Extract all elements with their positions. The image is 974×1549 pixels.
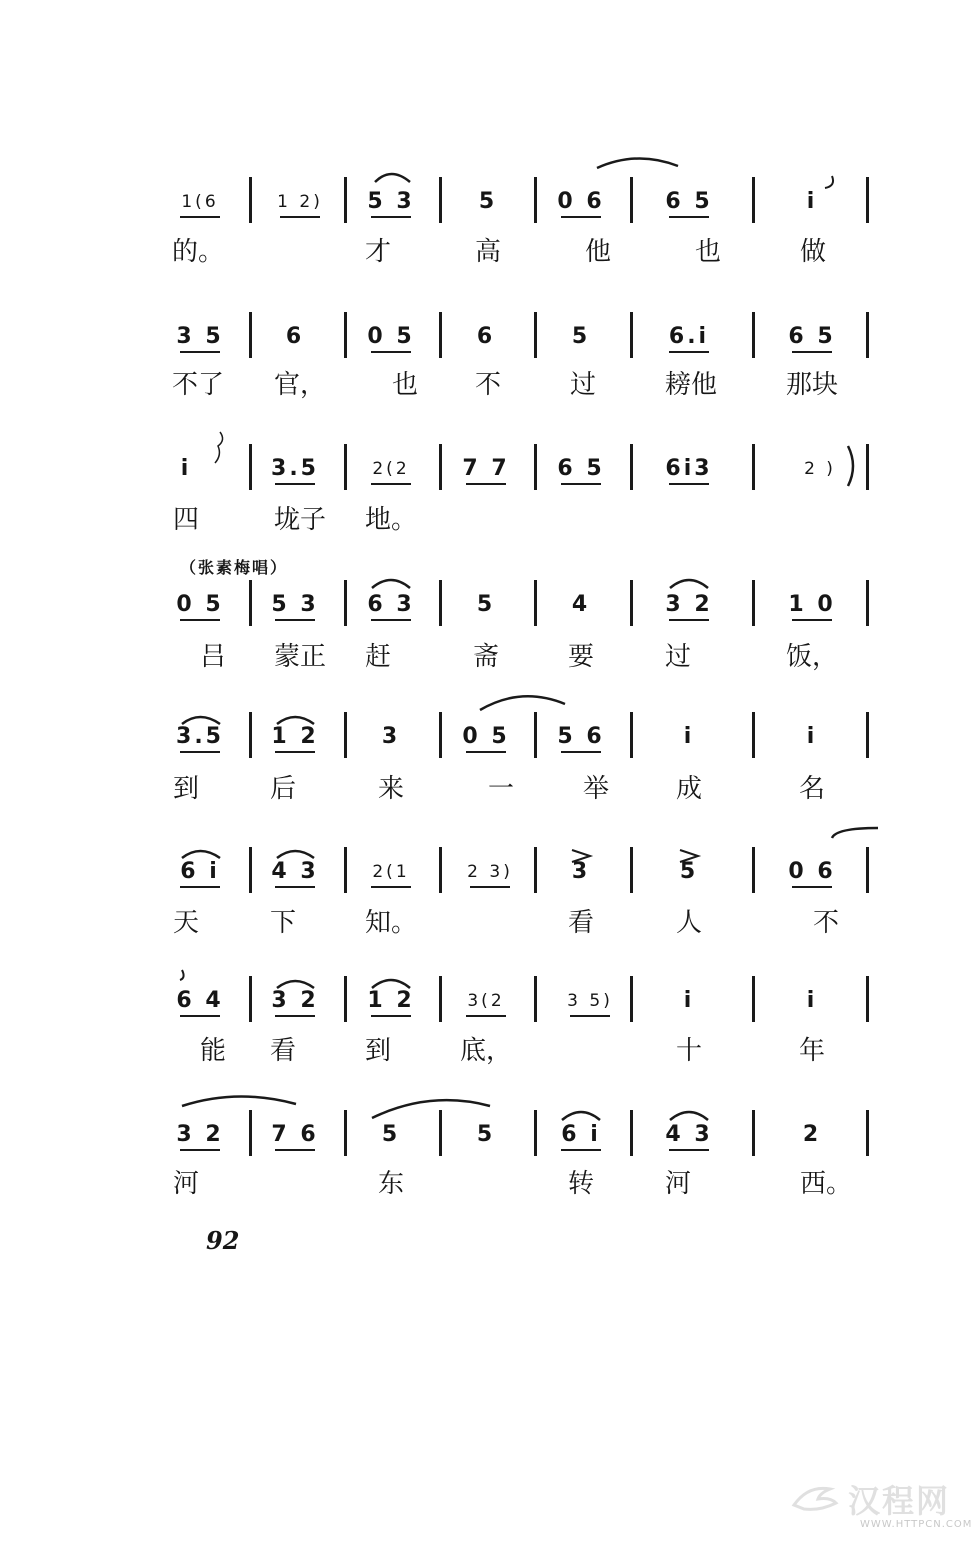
watermark-logo xyxy=(790,1476,950,1522)
lyric-text: 成 xyxy=(675,774,703,804)
barline xyxy=(249,847,252,893)
note-group: i xyxy=(683,724,695,749)
beat-underline xyxy=(371,351,411,353)
barline xyxy=(752,580,755,626)
barline xyxy=(630,312,633,358)
barline xyxy=(752,976,755,1022)
note-group: 5 xyxy=(381,1122,401,1147)
note-group: 5 xyxy=(476,1122,496,1147)
note-group: 5 xyxy=(571,324,591,349)
beat-underline xyxy=(792,619,832,621)
beat-underline xyxy=(275,619,315,621)
lyric-text: 也 xyxy=(391,370,419,400)
note-group: i xyxy=(806,988,818,1013)
beat-underline xyxy=(180,216,220,218)
note-group: 0 5 xyxy=(176,592,224,617)
lyric-text: 过 xyxy=(569,370,597,400)
beat-underline xyxy=(275,1015,315,1017)
beat-underline xyxy=(371,619,411,621)
lyric-text: 过 xyxy=(664,642,692,672)
beat-underline xyxy=(280,216,320,218)
barline xyxy=(249,312,252,358)
barline xyxy=(249,177,252,223)
barline xyxy=(249,712,252,758)
note-group: 1 2) xyxy=(277,192,323,212)
note-group: 0 6 xyxy=(557,189,605,214)
lyric-text: 西。 xyxy=(799,1169,853,1199)
barline xyxy=(534,976,537,1022)
beat-underline xyxy=(180,619,220,621)
lyric-text: 看 xyxy=(269,1036,297,1066)
lyric-text: 他 xyxy=(584,237,612,267)
barline xyxy=(439,312,442,358)
lyric-text: 才 xyxy=(364,237,392,267)
note-group: 2 ) xyxy=(804,459,836,479)
barline xyxy=(534,847,537,893)
barline xyxy=(752,312,755,358)
beat-underline xyxy=(371,483,411,485)
lyric-text: 来 xyxy=(377,774,405,804)
beat-underline xyxy=(792,886,832,888)
note-group: 6 5 xyxy=(557,456,605,481)
note-group: 6 i xyxy=(180,859,220,884)
lyric-text: 做 xyxy=(799,237,827,267)
barline xyxy=(866,312,869,358)
lyric-text: 地。 xyxy=(364,505,418,535)
lyric-text: 蒙正 xyxy=(273,642,327,672)
barline xyxy=(534,177,537,223)
barline xyxy=(630,847,633,893)
note-group: 3(2 xyxy=(467,991,505,1011)
barline xyxy=(439,444,442,490)
barline xyxy=(344,1110,347,1156)
lyric-text: 饭， xyxy=(785,642,839,672)
beat-underline xyxy=(669,1149,709,1151)
beat-underline xyxy=(561,483,601,485)
page-number: 92 xyxy=(206,1226,240,1255)
lyric-text: 到 xyxy=(364,1036,392,1066)
note-group: 6 xyxy=(476,324,496,349)
note-group: 3 2 xyxy=(176,1122,224,1147)
note-group: 3.5 xyxy=(176,724,224,749)
beat-underline xyxy=(275,483,315,485)
barline xyxy=(866,847,869,893)
beat-underline xyxy=(371,886,411,888)
note-group: 2(2 xyxy=(372,459,410,479)
lyric-text: 河 xyxy=(664,1169,692,1199)
barline xyxy=(866,1110,869,1156)
beat-underline xyxy=(561,751,601,753)
barline xyxy=(752,444,755,490)
lyric-text: 天 xyxy=(172,908,200,938)
barline xyxy=(534,1110,537,1156)
note-group: 4 3 xyxy=(271,859,319,884)
beat-underline xyxy=(669,351,709,353)
lyric-text: 斋 xyxy=(472,642,500,672)
beat-underline xyxy=(180,751,220,753)
beat-underline xyxy=(180,1015,220,1017)
beat-underline xyxy=(561,216,601,218)
lyric-text: 赶 xyxy=(364,642,392,672)
barline xyxy=(630,1110,633,1156)
barline xyxy=(534,580,537,626)
barline xyxy=(752,712,755,758)
barline xyxy=(344,177,347,223)
barline xyxy=(439,847,442,893)
note-group: 2(1 xyxy=(372,862,410,882)
barline xyxy=(439,1110,442,1156)
note-group: 4 3 xyxy=(665,1122,713,1147)
note-group: 7 6 xyxy=(271,1122,319,1147)
note-group: i xyxy=(806,189,818,214)
lyric-text: 也 xyxy=(694,237,722,267)
barline xyxy=(866,444,869,490)
barline xyxy=(866,976,869,1022)
barline xyxy=(439,712,442,758)
beat-underline xyxy=(669,619,709,621)
barline xyxy=(630,444,633,490)
lyric-text: 要 xyxy=(567,642,595,672)
barline xyxy=(534,444,537,490)
note-group: 3 xyxy=(381,724,401,749)
watermark-url: WWW.HTTPCN.COM xyxy=(860,1519,973,1530)
beat-underline xyxy=(570,1015,610,1017)
lyric-text: 能 xyxy=(199,1036,227,1066)
note-group: 6 5 xyxy=(665,189,713,214)
barline xyxy=(752,177,755,223)
lyric-text: 知。 xyxy=(364,908,418,938)
beat-underline xyxy=(466,483,506,485)
note-group: 2 xyxy=(802,1122,822,1147)
lyric-text: 四 xyxy=(172,505,200,535)
lyric-text: 人 xyxy=(675,908,703,938)
lyric-text: 举 xyxy=(582,774,610,804)
beat-underline xyxy=(371,1015,411,1017)
barline xyxy=(866,712,869,758)
note-group: 5 xyxy=(679,859,699,884)
barline xyxy=(630,580,633,626)
barline xyxy=(344,444,347,490)
lyric-text: 看 xyxy=(567,908,595,938)
lyric-text: 下 xyxy=(269,908,297,938)
beat-underline xyxy=(466,1015,506,1017)
note-group: 3.5 xyxy=(271,456,319,481)
lyric-text: 河 xyxy=(172,1169,200,1199)
lyric-text: 底， xyxy=(459,1036,513,1066)
lyric-text: 名 xyxy=(798,774,826,804)
barline xyxy=(249,580,252,626)
note-group: 6.i xyxy=(668,324,710,349)
barline xyxy=(344,847,347,893)
beat-underline xyxy=(371,216,411,218)
barline xyxy=(249,444,252,490)
barline xyxy=(439,177,442,223)
lyric-text: 年 xyxy=(798,1036,826,1066)
note-group: 5 3 xyxy=(271,592,319,617)
note-group: 3 5) xyxy=(567,991,613,1011)
lyric-text: 垅子 xyxy=(273,505,327,535)
note-group: 6 3 xyxy=(367,592,415,617)
beat-underline xyxy=(180,1149,220,1151)
note-group: 0 6 xyxy=(788,859,836,884)
note-group: 3 2 xyxy=(271,988,319,1013)
note-group: 7 7 xyxy=(462,456,510,481)
note-group: 0 5 xyxy=(367,324,415,349)
barline xyxy=(534,312,537,358)
barline xyxy=(344,976,347,1022)
note-group: 6 xyxy=(285,324,305,349)
beat-underline xyxy=(561,1149,601,1151)
note-group: i xyxy=(180,456,192,481)
note-group: 4 xyxy=(571,592,591,617)
note-group: 5 6 xyxy=(557,724,605,749)
note-group: 5 xyxy=(476,592,496,617)
note-group: 5 3 xyxy=(367,189,415,214)
lyric-text: 官， xyxy=(273,370,327,400)
beat-underline xyxy=(669,216,709,218)
beat-underline xyxy=(466,751,506,753)
beat-underline xyxy=(669,483,709,485)
lyric-text: 高 xyxy=(474,237,502,267)
barline xyxy=(439,976,442,1022)
beat-underline xyxy=(470,886,510,888)
lyric-text: 不 xyxy=(474,370,502,400)
barline xyxy=(344,712,347,758)
barline xyxy=(249,1110,252,1156)
barline xyxy=(630,712,633,758)
beat-underline xyxy=(275,751,315,753)
note-group: 2 3) xyxy=(467,862,513,882)
lyric-text: 到 xyxy=(172,774,200,804)
note-group: 3 2 xyxy=(665,592,713,617)
note-group: i xyxy=(806,724,818,749)
note-group: 3 xyxy=(571,859,591,884)
note-group: 0 5 xyxy=(462,724,510,749)
lyric-text: 不了 xyxy=(171,370,225,400)
beat-underline xyxy=(275,886,315,888)
note-group: 6 4 xyxy=(176,988,224,1013)
barline xyxy=(249,976,252,1022)
barline xyxy=(630,177,633,223)
lyric-text: 那块 xyxy=(785,370,839,400)
barline xyxy=(866,177,869,223)
note-group: 6i3 xyxy=(665,456,713,481)
barline xyxy=(752,847,755,893)
watermark-bird-icon xyxy=(790,1481,840,1517)
beat-underline xyxy=(180,886,220,888)
note-group: 1(6 xyxy=(181,192,219,212)
lyric-text: 耪他 xyxy=(664,370,718,400)
lyric-text: 后 xyxy=(269,774,297,804)
barline xyxy=(344,312,347,358)
watermark-text: 汉程网 xyxy=(848,1482,951,1520)
barline xyxy=(439,580,442,626)
barline xyxy=(752,1110,755,1156)
beat-underline xyxy=(180,351,220,353)
note-group: 6 i xyxy=(561,1122,601,1147)
singer-label: （张素梅唱） xyxy=(180,558,289,577)
note-group: 1 2 xyxy=(367,988,415,1013)
lyric-text: 转 xyxy=(567,1169,595,1199)
barline xyxy=(866,580,869,626)
beat-underline xyxy=(792,351,832,353)
lyric-text: 吕 xyxy=(199,642,227,672)
beat-underline xyxy=(275,1149,315,1151)
note-group: 5 xyxy=(478,189,498,214)
lyric-text: 东 xyxy=(377,1169,405,1199)
barline xyxy=(534,712,537,758)
lyric-text: 不 xyxy=(812,908,840,938)
barline xyxy=(344,580,347,626)
note-group: 6 5 xyxy=(788,324,836,349)
barline xyxy=(630,976,633,1022)
note-group: 1 0 xyxy=(788,592,836,617)
lyric-text: 十 xyxy=(675,1036,703,1066)
note-group: 3 5 xyxy=(176,324,224,349)
lyric-text: 的。 xyxy=(171,237,225,267)
note-group: 1 2 xyxy=(271,724,319,749)
note-group: i xyxy=(683,988,695,1013)
lyric-text: 一 xyxy=(487,774,515,804)
